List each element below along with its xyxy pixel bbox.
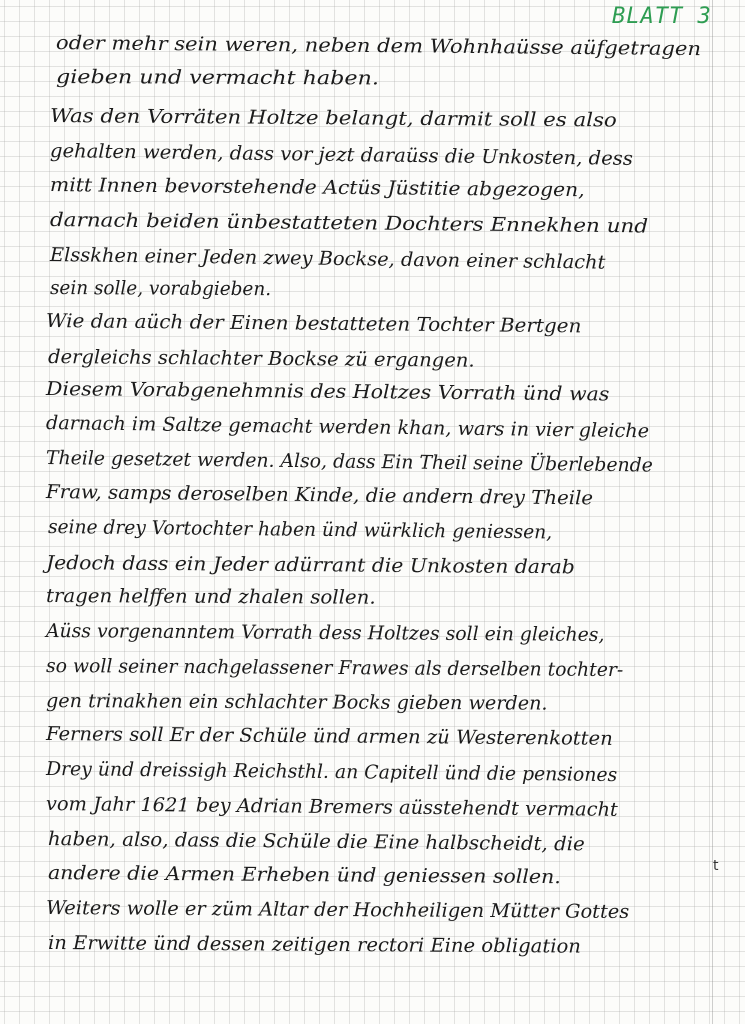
text-line: darnach beiden ünbestatteten Dochters Ennekhen und (49, 209, 649, 238)
text-line: Theile gesetzet werden. Also, dass Ein Theil seine Überlebende (45, 447, 653, 477)
text-line: Fraw, samps deroselben Kinde, die andern drey Theile (45, 481, 594, 510)
text-line: so woll seiner nachgelassener Frawes als derselben tochter- (45, 655, 624, 682)
text-line: sein solle, vorabgieben. (49, 277, 272, 301)
margin-mark: t (713, 858, 719, 874)
text-line: Elsskhen einer Jeden zwey Bockse, davon einer schlacht (49, 244, 606, 274)
text-line: gehalten werden, dass vor jezt daraüss die Unkosten, dess (49, 140, 634, 170)
text-line: seine drey Vortochter haben ünd würklich geniessen, (47, 516, 553, 544)
text-line: haben, also, dass die Schüle die Eine halbscheidt, die (47, 828, 585, 856)
text-line: in Erwitte ünd dessen zeitigen rectori Eine obligation (47, 932, 581, 958)
text-line: darnach im Saltze gemacht werden khan, wars in vier gleiche (45, 412, 650, 443)
text-line: tragen helffen und zhalen sollen. (45, 585, 376, 609)
text-line: gieben und vermacht haben. (55, 66, 380, 90)
text-line: oder mehr sein weren, neben dem Wohnhaüsse aüfgetragen (55, 32, 702, 61)
text-line: mitt Innen bevorstehende Actüs Jüstitie abgezogen, (49, 174, 585, 202)
text-line: Aüss vorgenanntem Vorrath dess Holtzes soll ein gleiches, (45, 620, 605, 646)
sheet-number-label: BLATT 3 (612, 4, 712, 29)
text-line: gen trinakhen ein schlachter Bocks gieben werden. (45, 690, 548, 715)
text-line: Diesem Vorabgenehmnis des Holtzes Vorrath ünd was (45, 378, 610, 406)
text-line: vom Jahr 1621 bey Adrian Bremers aüsstehendt vermacht (45, 793, 618, 821)
text-line: andere die Armen Erheben ünd geniessen sollen. (47, 862, 561, 889)
text-line: Drey ünd dreissigh Reichsthl. an Capitell ünd die pensiones (45, 758, 618, 787)
text-line: Was den Vorräten Holtze belangt, darmit soll es also (49, 105, 617, 132)
text-line: Weiters wolle er züm Altar der Hochheiligen Mütter Gottes (45, 897, 630, 923)
text-line: Jedoch dass ein Jeder adürrant die Unkosten darab (45, 552, 575, 579)
text-line: dergleichs schlachter Bockse zü ergangen. (47, 346, 475, 372)
text-line: Wie dan aüch der Einen bestatteten Tochter Bertgen (45, 310, 582, 338)
text-line: Ferners soll Er der Schüle ünd armen zü Westerenkotten (45, 723, 613, 750)
